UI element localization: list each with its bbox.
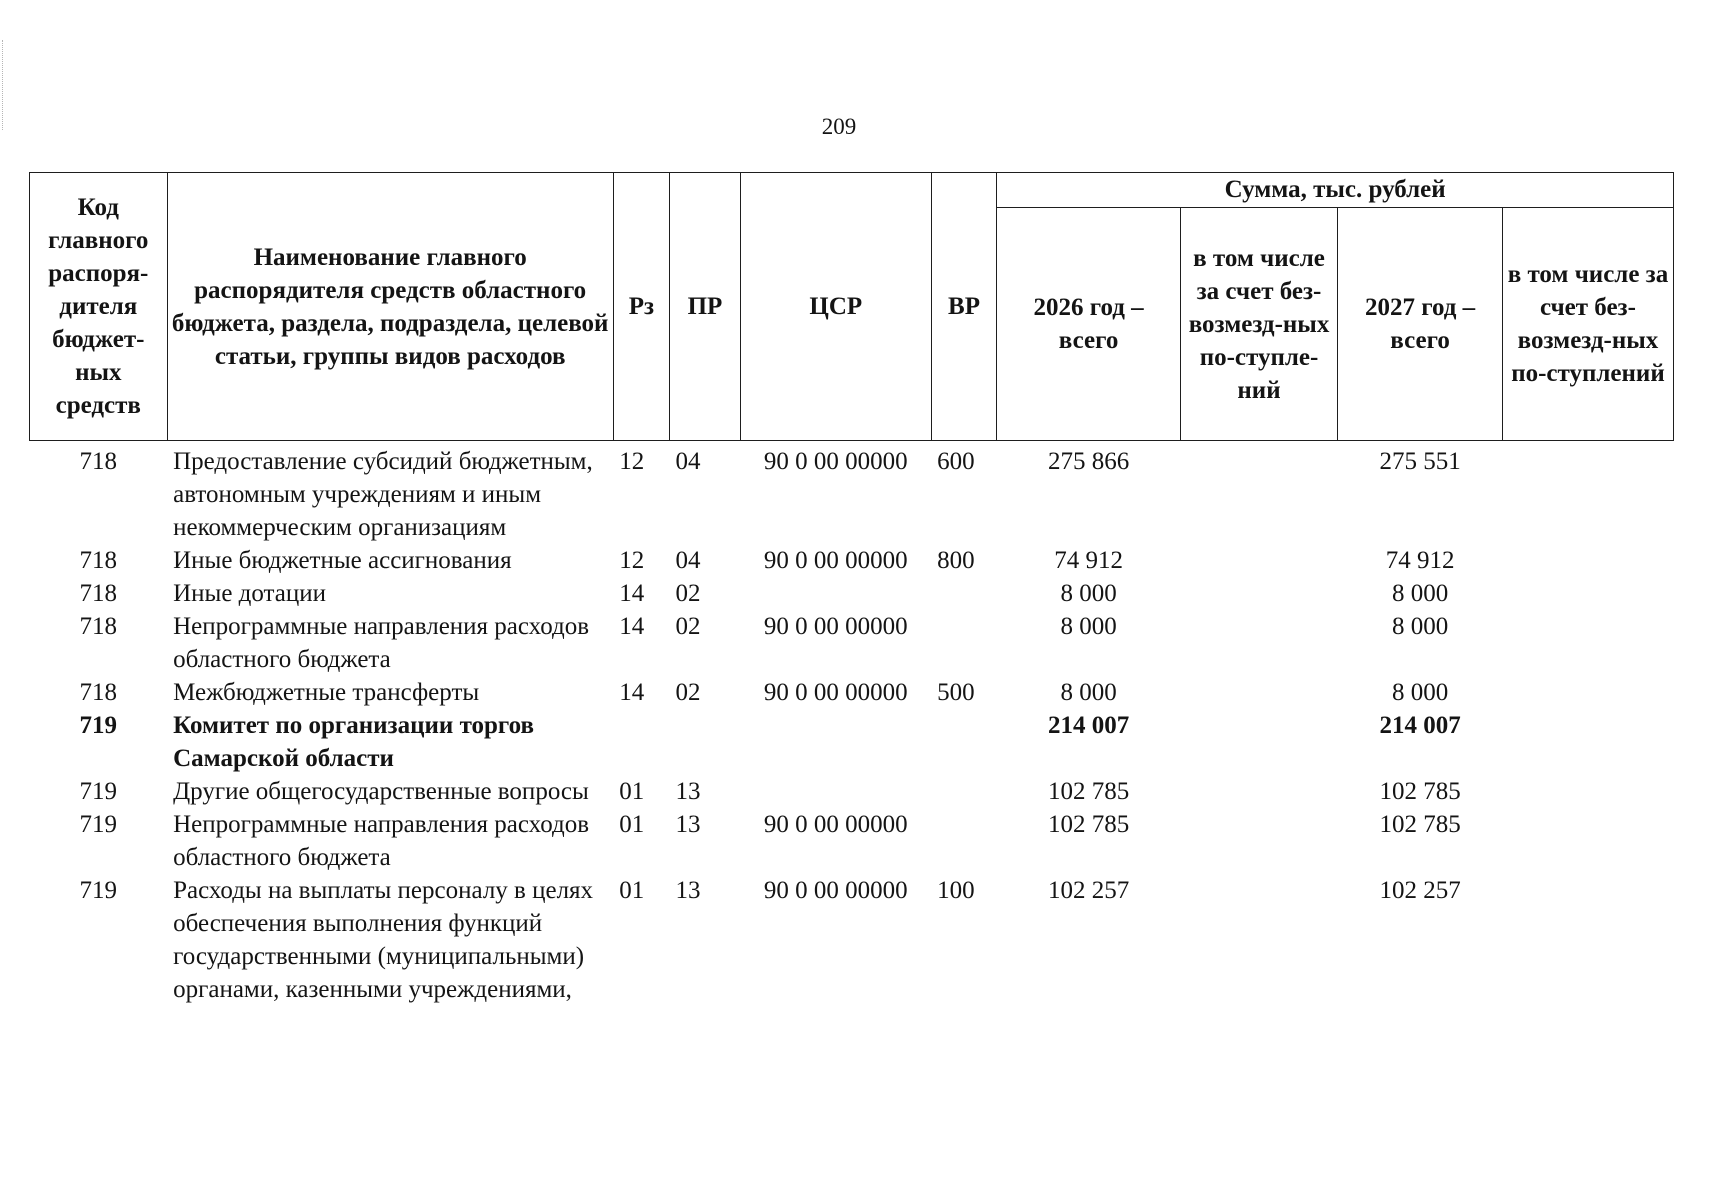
cell-vr	[931, 610, 997, 676]
cell-csr	[740, 709, 931, 775]
cell-csr: 90 0 00 00000	[763, 613, 908, 640]
cell-2027-gratuitous	[1502, 775, 1673, 808]
cell-code: 718	[79, 448, 118, 475]
header-vr: ВР	[931, 173, 997, 441]
cell-2027-gratuitous	[1502, 676, 1673, 709]
cell-2026-total: 102 257	[1047, 877, 1130, 904]
cell-vr: 800	[937, 547, 975, 574]
header-2026-total: 2026 год – всего	[997, 208, 1180, 441]
cell-2026-gratuitous	[1180, 577, 1337, 610]
cell-2027-gratuitous	[1502, 441, 1673, 545]
cell-2027-total: 275 551	[1379, 448, 1461, 475]
cell-vr	[931, 709, 997, 775]
cell-pr: 02	[675, 679, 701, 706]
cell-rz: 14	[619, 580, 645, 607]
header-2027-total: 2027 год – всего	[1338, 208, 1503, 441]
cell-2027-total: 102 785	[1379, 778, 1461, 805]
header-pr: ПР	[670, 173, 741, 441]
cell-pr: 13	[675, 811, 701, 838]
cell-2027-gratuitous	[1502, 709, 1673, 775]
table-row	[30, 441, 1674, 545]
cell-2027-total: 214 007	[1379, 712, 1461, 739]
cell-2026-total: 102 785	[1047, 811, 1130, 838]
cell-2026-total: 8 000	[1060, 679, 1117, 706]
table-row	[30, 709, 1674, 775]
cell-2027-gratuitous	[1502, 808, 1673, 874]
cell-name: Комитет по организации торгов Самарской области	[173, 712, 535, 772]
cell-2027-total: 8 000	[1391, 580, 1449, 607]
cell-2027-gratuitous	[1502, 544, 1673, 577]
budget-table	[29, 172, 1674, 1006]
cell-pr: 13	[675, 778, 701, 805]
cell-pr: 02	[675, 580, 701, 607]
cell-name: Расходы на выплаты персоналу в целях обеспечения выполнения функций государственными (муниципальными) органами, казенными учреждениями,	[173, 877, 594, 1003]
cell-code: 718	[79, 613, 118, 640]
cell-2026-total: 8 000	[1060, 613, 1117, 640]
cell-name: Предоставление субсидий бюджетным, автономным учреждениям и иным некоммерческим организациям	[173, 448, 593, 541]
cell-vr: 100	[937, 877, 975, 904]
cell-2026-gratuitous	[1180, 441, 1337, 545]
cell-rz	[613, 709, 669, 775]
cell-code: 718	[79, 580, 118, 607]
cell-2027-gratuitous	[1502, 577, 1673, 610]
table-row	[30, 577, 1674, 610]
table-row	[30, 676, 1674, 709]
header-row-1	[30, 173, 1674, 208]
cell-code: 718	[79, 547, 118, 574]
cell-2026-total: 102 785	[1047, 778, 1130, 805]
cell-pr: 13	[675, 877, 701, 904]
cell-rz: 12	[619, 448, 645, 475]
cell-2026-gratuitous	[1180, 544, 1337, 577]
cell-pr: 02	[675, 613, 701, 640]
cell-2027-gratuitous	[1502, 610, 1673, 676]
table-row	[30, 544, 1674, 577]
cell-name: Иные бюджетные ассигнования	[173, 547, 512, 574]
cell-vr: 600	[937, 448, 975, 475]
cell-csr	[740, 775, 931, 808]
table-row	[30, 610, 1674, 676]
cell-csr: 90 0 00 00000	[763, 877, 908, 904]
cell-vr	[931, 808, 997, 874]
header-sum-group: Сумма, тыс. рублей	[997, 173, 1674, 208]
header-csr: ЦСР	[740, 173, 931, 441]
cell-csr: 90 0 00 00000	[763, 679, 908, 706]
cell-vr	[931, 775, 997, 808]
header-code: Код главного распоря-дителя бюджет-ных средств	[30, 173, 168, 441]
cell-rz: 01	[619, 877, 645, 904]
cell-name: Другие общегосударственные вопросы	[173, 778, 589, 805]
cell-2026-gratuitous	[1180, 775, 1337, 808]
cell-name: Иные дотации	[173, 580, 327, 607]
cell-2026-gratuitous	[1180, 808, 1337, 874]
cell-2026-total: 275 866	[1047, 448, 1130, 475]
header-rz: Рз	[613, 173, 669, 441]
cell-2027-total: 102 257	[1379, 877, 1461, 904]
cell-2026-gratuitous	[1180, 709, 1337, 775]
cell-2026-total: 8 000	[1060, 580, 1117, 607]
cell-rz: 12	[619, 547, 645, 574]
cell-pr: 04	[675, 448, 701, 475]
cell-rz: 14	[619, 613, 645, 640]
table-row	[30, 775, 1674, 808]
cell-2026-gratuitous	[1180, 610, 1337, 676]
table-row	[30, 808, 1674, 874]
cell-rz: 01	[619, 811, 645, 838]
cell-name: Межбюджетные трансферты	[173, 679, 480, 706]
cell-2026-total: 214 007	[1047, 712, 1130, 739]
cell-vr: 500	[937, 679, 975, 706]
cell-code: 718	[79, 679, 118, 706]
cell-pr	[670, 709, 741, 775]
cell-2026-total: 74 912	[1054, 547, 1123, 574]
cell-2026-gratuitous	[1180, 676, 1337, 709]
cell-name: Непрограммные направления расходов областного бюджета	[173, 811, 590, 871]
header-2027-gratuitous: в том числе за счет без-возмезд-ных по-ступлений	[1502, 208, 1673, 441]
header-name: Наименование главного распорядителя средств областного бюджета, раздела, подраздела, целевой статьи, группы видов расходов	[167, 173, 613, 441]
cell-code: 719	[79, 877, 118, 904]
cell-pr: 04	[675, 547, 701, 574]
cell-csr	[740, 577, 931, 610]
cell-2027-gratuitous	[1502, 874, 1673, 1006]
cell-2026-gratuitous	[1180, 874, 1337, 1006]
cell-code: 719	[79, 778, 118, 805]
cell-rz: 14	[619, 679, 645, 706]
cell-2027-total: 74 912	[1385, 547, 1455, 574]
header-2026-gratuitous: в том числе за счет без-возмезд-ных по-ступле-ний	[1180, 208, 1337, 441]
cell-vr	[931, 577, 997, 610]
cell-csr: 90 0 00 00000	[763, 547, 908, 574]
cell-2027-total: 102 785	[1379, 811, 1461, 838]
cell-code: 719	[79, 712, 118, 739]
page-number: 209	[821, 114, 857, 139]
cell-name: Непрограммные направления расходов областного бюджета	[173, 613, 590, 673]
cell-rz: 01	[619, 778, 645, 805]
cell-2027-total: 8 000	[1391, 613, 1449, 640]
table-row	[30, 874, 1674, 1006]
cell-csr: 90 0 00 00000	[763, 448, 908, 475]
cell-code: 719	[79, 811, 118, 838]
cell-2027-total: 8 000	[1391, 679, 1449, 706]
cell-csr: 90 0 00 00000	[763, 811, 908, 838]
